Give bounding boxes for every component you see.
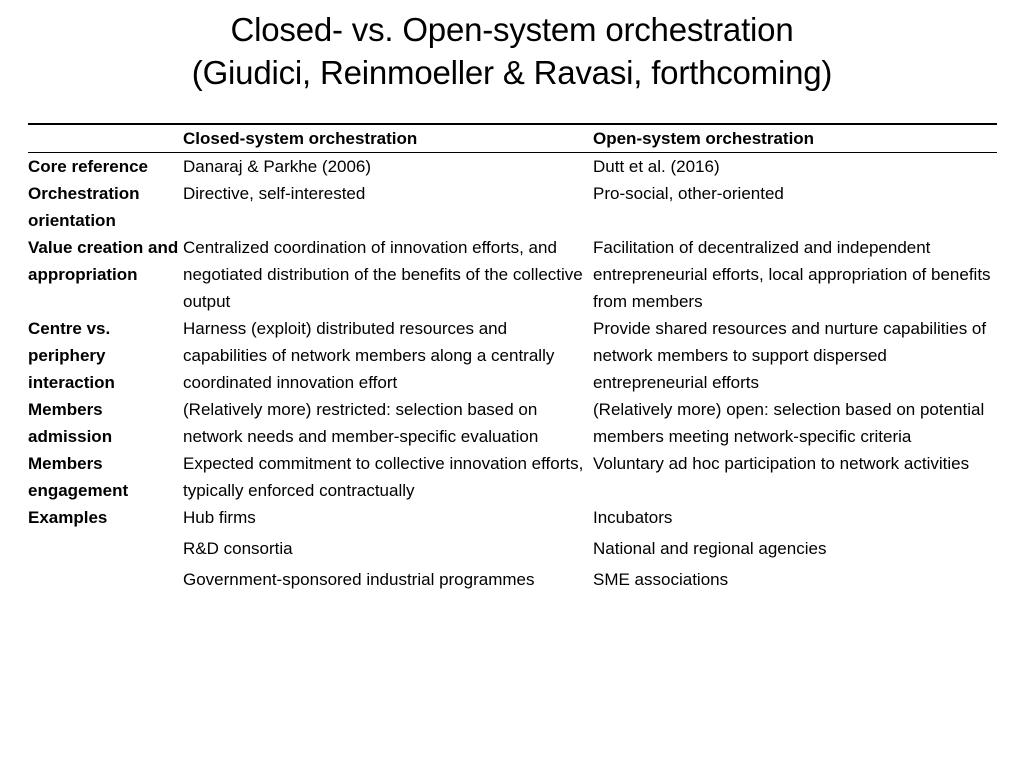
row-label: Orchestration orientation	[28, 184, 140, 230]
row-open-value: (Relatively more) open: selection based on potential members meeting network-specific criteria	[593, 400, 985, 446]
table-row	[28, 315, 997, 396]
row-open-value: Provide shared resources and nurture capabilities of network members to support dispersed entrepreneurial efforts	[593, 319, 987, 392]
row-closed-value: Centralized coordination of innovation efforts, and negotiated distribution of the benefits of the collective output	[183, 238, 583, 311]
table-body-group	[28, 153, 997, 593]
example-item: Incubators	[593, 508, 673, 527]
table-header-row	[28, 125, 997, 152]
example-item: SME associations	[593, 570, 729, 589]
row-open-value: Facilitation of decentralized and independent entrepreneurial efforts, local appropriation of benefits from members	[593, 238, 991, 311]
column-header-label	[28, 125, 183, 152]
row-closed-value: Danaraj & Parkhe (2006)	[183, 157, 372, 176]
example-item: Government-sponsored industrial programmes	[183, 570, 535, 589]
example-item: National and regional agencies	[593, 539, 827, 558]
row-closed-value: Directive, self-interested	[183, 184, 366, 203]
table-row	[28, 180, 997, 234]
row-open-value	[593, 504, 997, 593]
table-row-examples	[28, 504, 997, 593]
row-open-value: Voluntary ad hoc participation to network activities	[593, 454, 970, 473]
column-header-open-system: Open-system orchestration	[593, 129, 815, 148]
page-title	[0, 8, 1024, 94]
table-row	[28, 153, 997, 180]
row-label: Value creation and appropriation	[28, 238, 179, 284]
row-closed-value	[183, 504, 593, 593]
example-item: Hub firms	[183, 508, 256, 527]
table-row	[28, 234, 997, 315]
row-label: Examples	[28, 508, 108, 527]
column-header-closed-system: Closed-system orchestration	[183, 129, 418, 148]
row-label: Core reference	[28, 157, 149, 176]
table-header-group	[28, 125, 997, 152]
row-open-value: Pro-social, other-oriented	[593, 184, 784, 203]
row-closed-value: Expected commitment to collective innovation efforts, typically enforced contractually	[183, 454, 584, 500]
example-item: R&D consortia	[183, 539, 293, 558]
row-label: Members engagement	[28, 454, 129, 500]
table-row	[28, 450, 997, 504]
row-label: Members admission	[28, 400, 113, 446]
title-line-2: (Giudici, Reinmoeller & Ravasi, forthcoming)	[191, 54, 833, 91]
table-row	[28, 396, 997, 450]
row-open-value: Dutt et al. (2016)	[593, 157, 720, 176]
title-line-1: Closed- vs. Open-system orchestration	[230, 11, 794, 48]
row-closed-value: Harness (exploit) distributed resources and capabilities of network members along a centrally coordinated innovation effort	[183, 319, 555, 392]
row-closed-value: (Relatively more) restricted: selection based on network needs and member-specific evaluation	[183, 400, 539, 446]
comparison-table	[28, 123, 997, 593]
row-label: Centre vs. periphery interaction	[28, 319, 115, 392]
